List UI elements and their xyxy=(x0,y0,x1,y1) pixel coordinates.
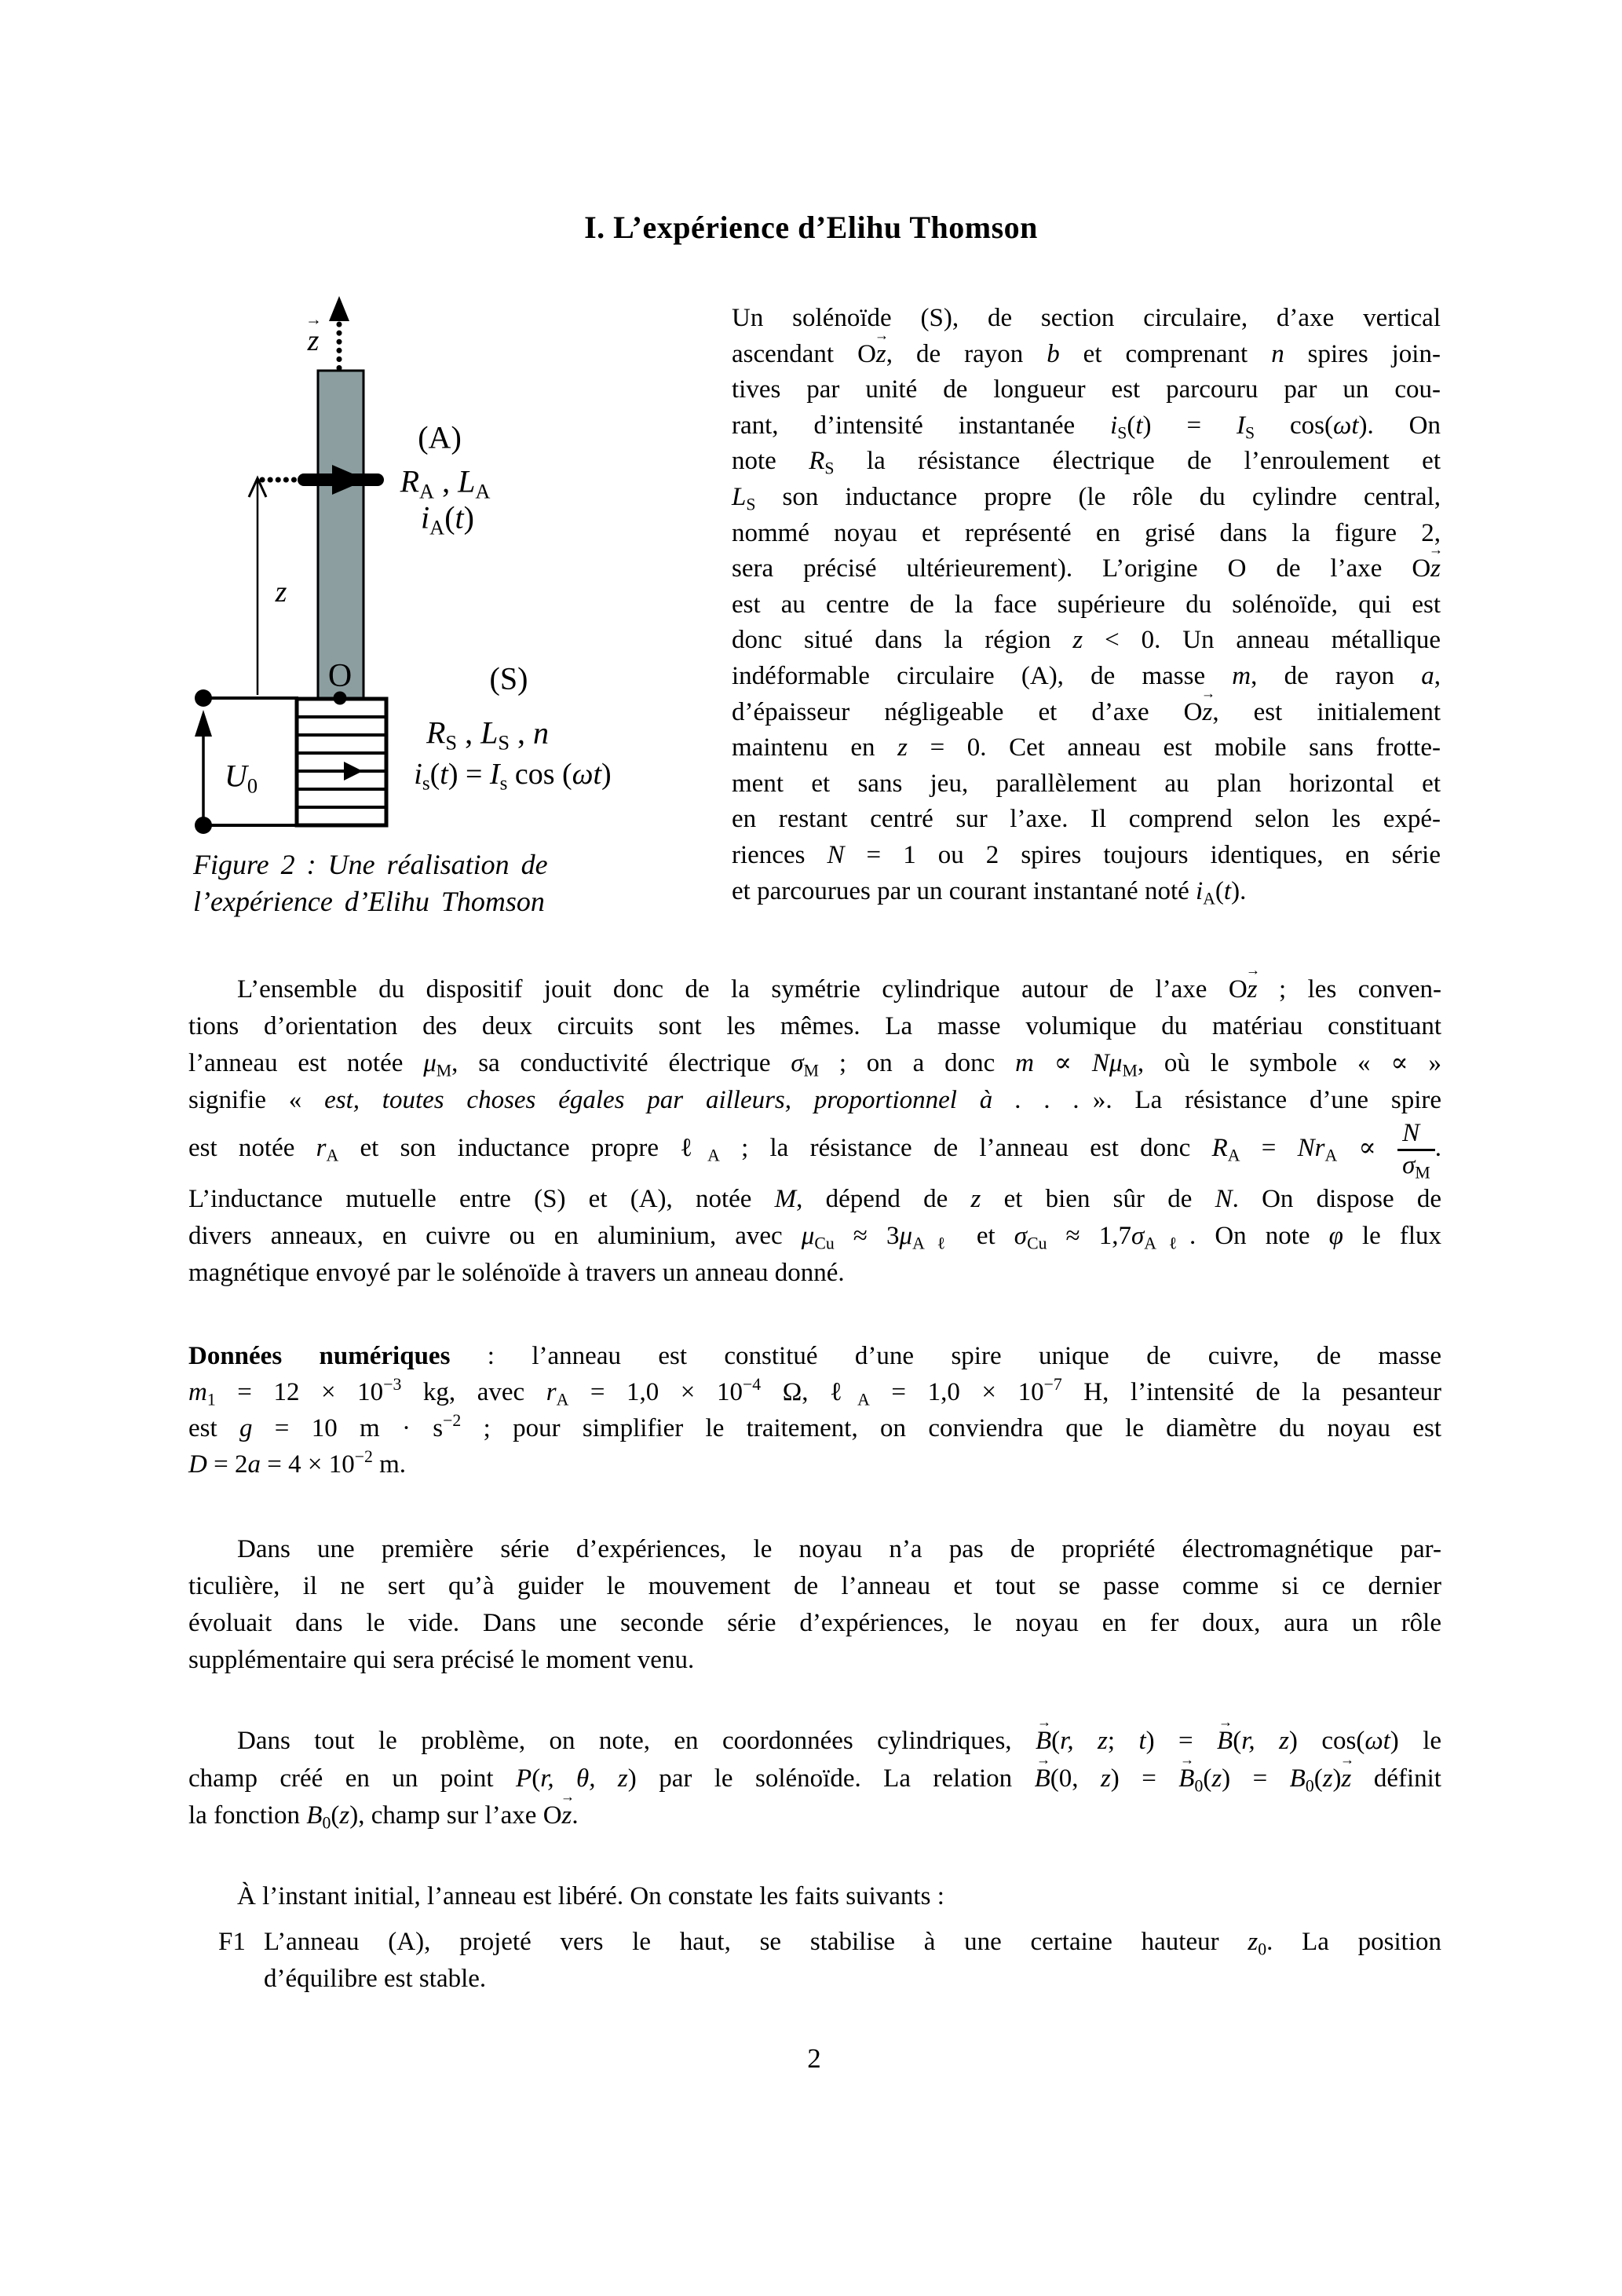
fact-f1-item xyxy=(188,1924,1441,1998)
u0-arrowhead-icon xyxy=(195,710,212,737)
core-cylinder xyxy=(318,371,363,699)
solenoid-current-label: $i_s(t) = I_s$ cos (ωt) xyxy=(414,758,612,795)
figure-2-diagram xyxy=(181,275,714,934)
source-voltage-label: $U_0$ xyxy=(224,758,258,798)
z-measure-label: z xyxy=(275,576,287,609)
numerical-data-paragraph: Données numériques : l’anneau est constitué d’une spire unique de cuivre, de masse $m_1 = 12 \times 10^{-3}$ kg, avec $r_A = 1,0 \times 10^{-4}$ Ω, ℓ$_A$ = $1,0 \times 10^{-7}$ H, l’intensité de la pesanteur est g = 10 $m \cdot s^{-2}$ ; pour simplifier le traitement, on conviendra que le diamètre du noyau est $D = 2a = 4 \times 10^{-2}$ m. xyxy=(188,1342,1441,1479)
fact-f1-label: F1 xyxy=(218,1928,246,1956)
solenoid-name-label: (S) xyxy=(489,660,528,696)
fact-f1-text: L’anneau (A), projeté vers le haut, se stabilise à une certaine hauteur $z_0$. La position d’équilibre est stable. xyxy=(264,1928,1441,1993)
experiment-series-paragraph: Dans une première série d’expériences, le noyau n’a pas de propriété électromagnétique par- ticulière, il ne sert qu’à guider le mouvement de l’anneau et tout se passe comme si ce dernier évoluait dans le vide. Dans une seconde série d’expériences, le noyau en fer doux, aura un rôle supplémentaire qui sera précisé le moment venu. xyxy=(188,1535,1441,1674)
release-sentence: À l’instant initial, l’anneau est libéré. On constate les faits suivants : xyxy=(237,1882,944,1910)
page-title: I. L’expérience d’Elihu Thomson xyxy=(584,210,1038,245)
z-axis-arrowhead-icon xyxy=(329,296,349,321)
terminal-dot-top xyxy=(195,689,212,707)
solenoid-params-label: $R_S$ , $L_S$ , n xyxy=(426,715,550,755)
z-axis-label: → z xyxy=(308,324,320,358)
notation-paragraph: Dans tout le problème, on note, en coordonnées cylindriques, → B(r, z; t) = → B(r, z) cos(ωt) le champ créé en un point P(r, θ, z) par le solénoïde. La relation → B(0, z) = → $B_0(z) = B_0(z)\to z$ définit la fonction $B_0(z)$, champ sur l’axe O→ z. xyxy=(188,1723,1441,1835)
ring-name-label: (A) xyxy=(418,419,462,455)
intro-paragraph: Un solénoïde (S), de section circulaire, d’axe vertical ascendant O→ z, de rayon b et comprenant n spires join- tives par unité de longueur est parcouru par un cou- rant, d’intensité instantanée $i_S(t) = I_S$ cos(ωt). On note $R_S$ la résistance électrique de l’enroulement et $L_S$ son inductance propre (le rôle du cylindre central, nommé noyau et représenté en grisé dans la figure 2, sera précisé ultérieurement). L’origine O de l’axe O→ z est au centre de la face supérieure du solénoïde, qui est donc situé dans la région z < 0. Un anneau métallique indéformable circulaire (A), de masse m, de rayon a, d’épaisseur négligeable et d’axe O→ z, est initialement maintenu en z = 0. Cet anneau est mobile sans frotte- ment et sans jeu, parallèlement au plan horizontal et en restant centré sur l’axe. Il comprend selon les expé- riences N = 1 ou 2 spires toujours identiques, en série et parcourues par un courant instantané noté $i_A(t)$. xyxy=(732,301,1441,909)
origin-label: O xyxy=(327,658,353,694)
symmetry-paragraph: L’ensemble du dispositif jouit donc de la symétrie cylindrique autour de l’axe O→ z ; les conven- tions d’orientation des deux circuits sont les mêmes. La masse volumique du matériau constituant l’anneau est notée $\mu_M$, sa conductivité électrique $\sigma_M$ ; on a donc $m \propto N\mu_M$, où le symbole « ∝ » signifie « est, toutes choses égales par ailleurs, proportionnel à . . . ». La résistance d’une spire est notée $r_A$ et son inductance propre ℓ$_A$ ; la résistance de l’anneau est donc $R_A = Nr_A$ ∝ $\frac{N}{\sigma_M}$ . L’inductance mutuelle entre (S) et (A), notée M, dépend de z et bien sûr de N. On dispose de divers anneaux, en cuivre ou en aluminium, avec $\mu_{Cu} \approx 3\mu_{A\ell}$ et $\sigma_{Cu} \approx 1,7\sigma_{A\ell}$. On note φ le flux magnétique envoyé par le solénoïde à travers un anneau donné. xyxy=(188,971,1441,1292)
terminal-dot-bottom xyxy=(195,817,212,834)
figure-caption: Figure 2 : Une réalisation de l’expérience d’Elihu Thomson xyxy=(193,849,548,917)
ring-current-label: $i_A(t)$ xyxy=(421,499,474,539)
ring-params-label: $R_A$ , $L_A$ xyxy=(400,463,491,503)
page-number: 2 xyxy=(807,2043,821,2074)
